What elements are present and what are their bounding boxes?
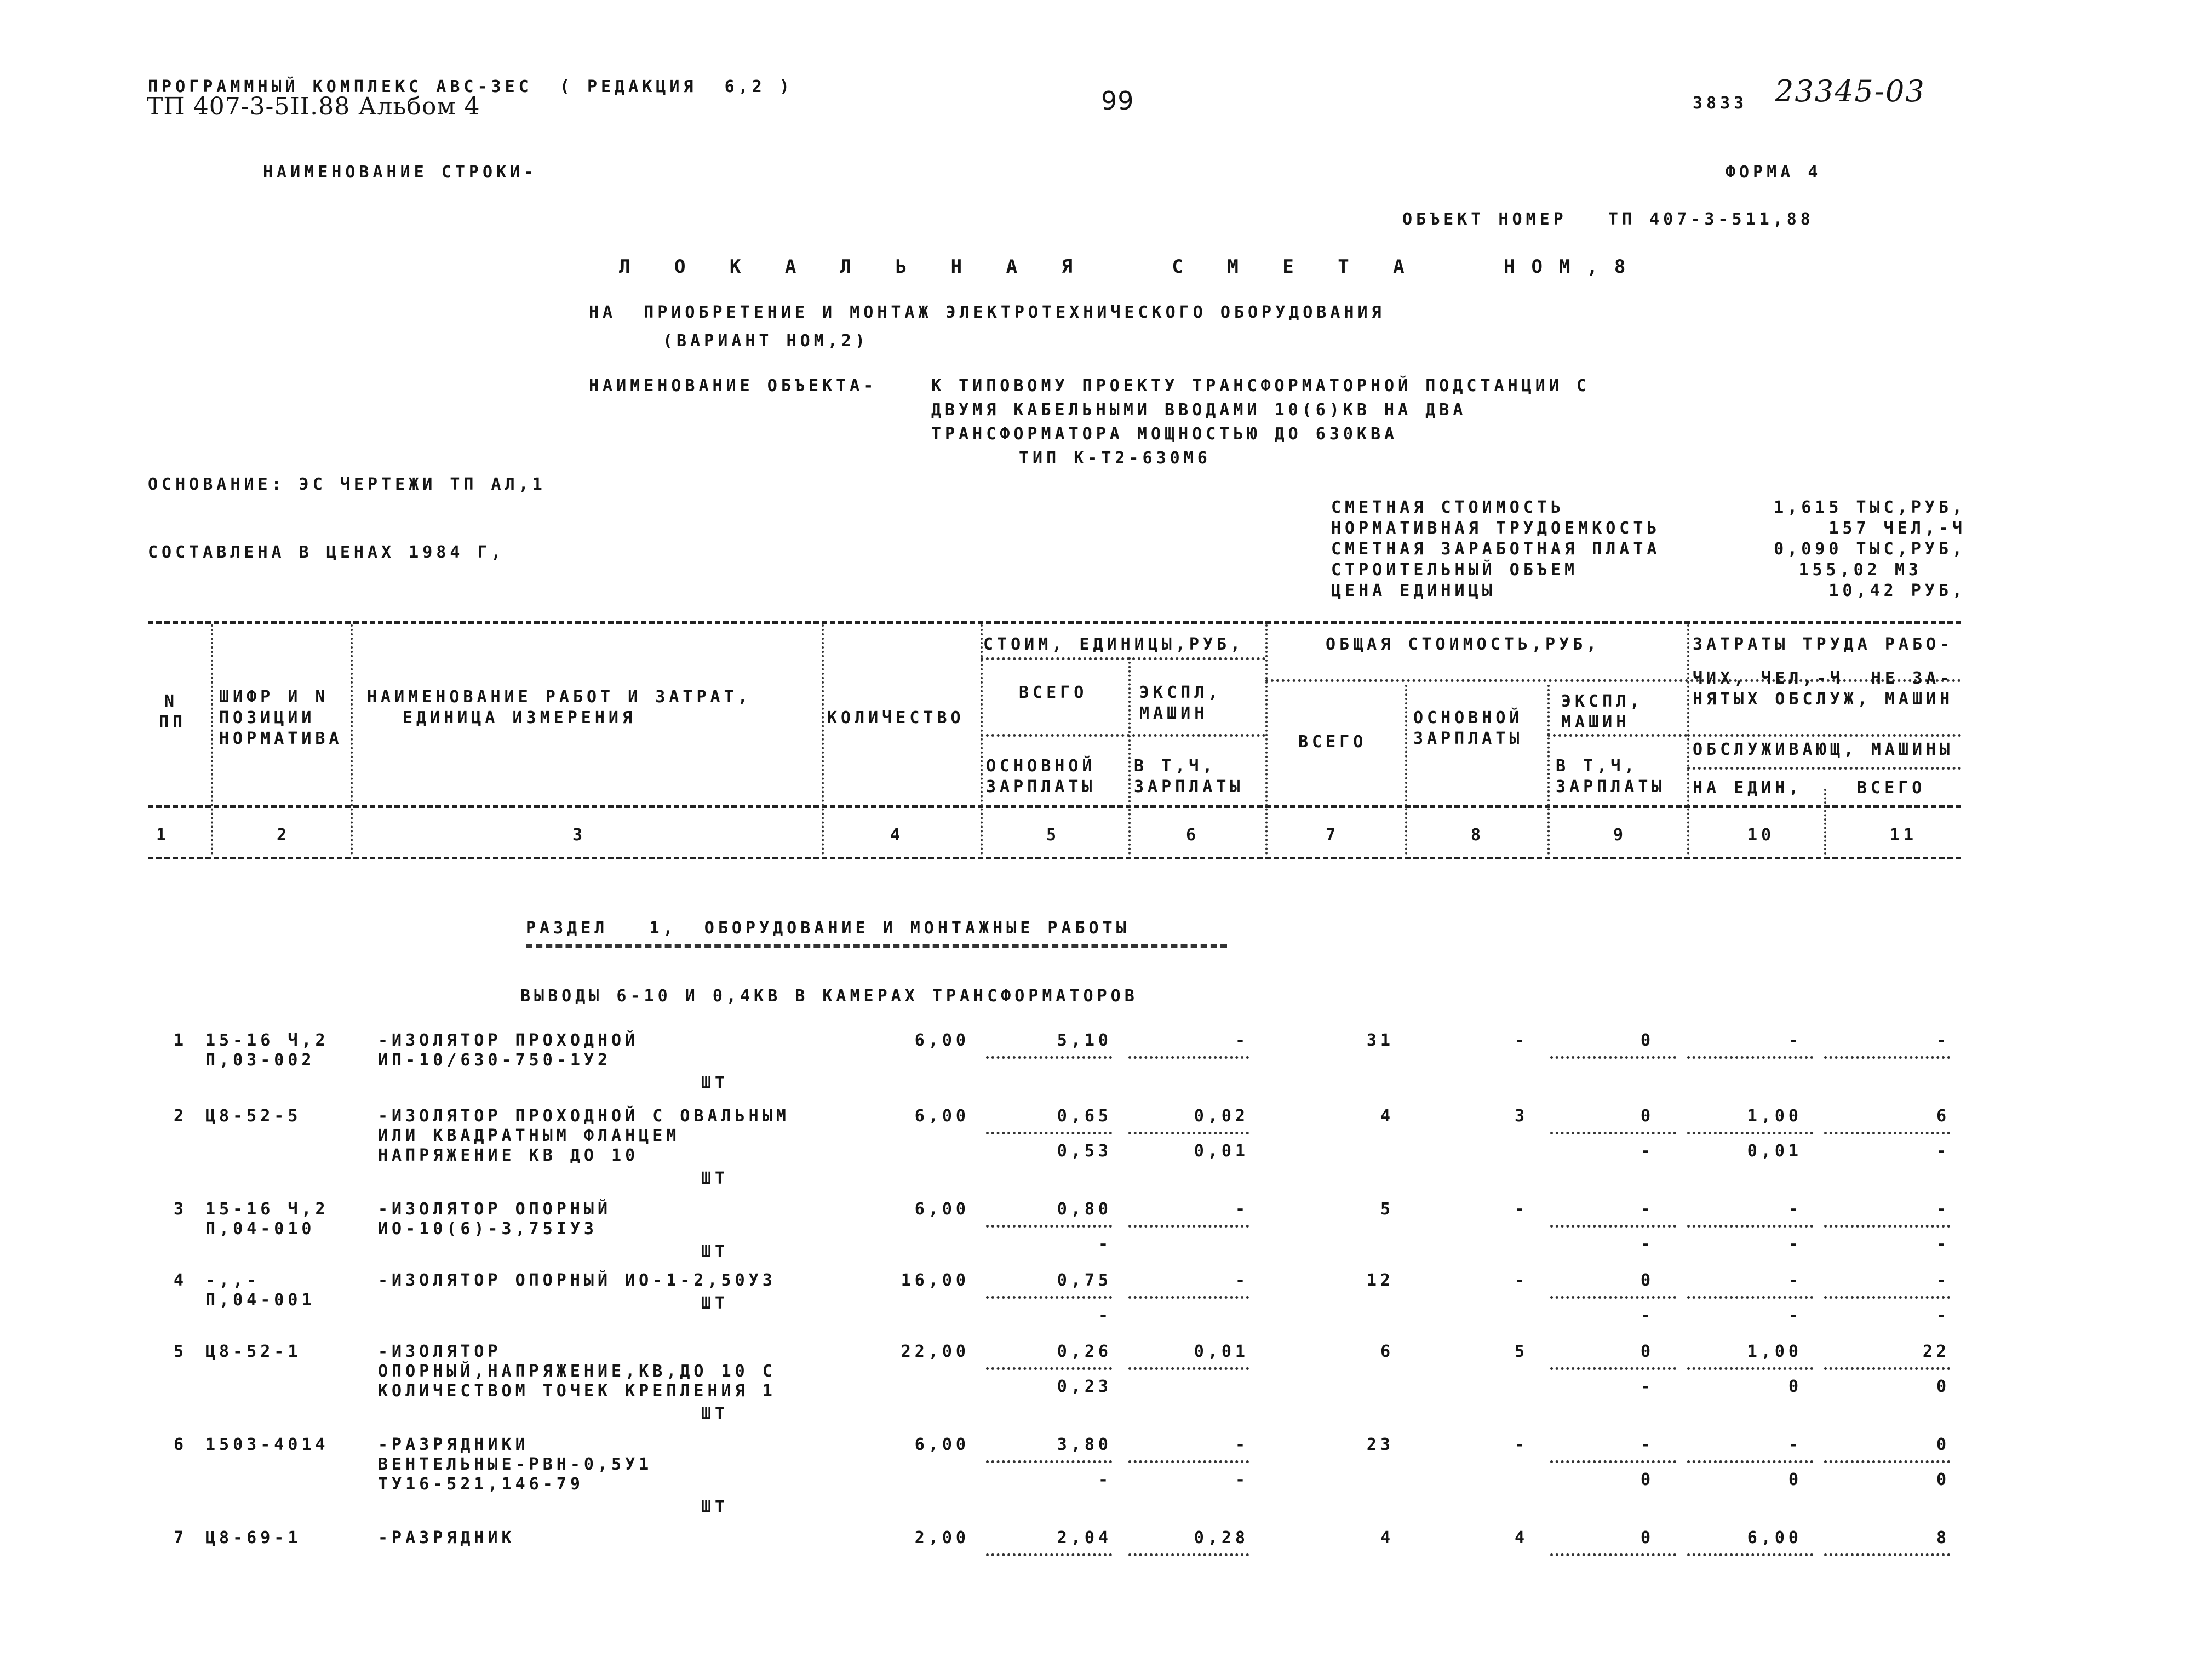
document-title: Л О К А Л Ь Н А Я С М Е Т А НОМ,8 [619,256,1642,278]
row-code: Ц8-52-5 [205,1106,302,1126]
cell-rule [1687,1553,1813,1556]
column-number: 8 [1471,825,1485,845]
total-incl-head: В Т,Ч, [1556,756,1638,776]
row-name: ТУ16-521,146-79 [378,1475,584,1494]
object-label: НАИМЕНОВАНИЕ ОБЪЕКТА- [589,376,878,395]
row-name: -ИЗОЛЯТОР ОПОРНЫЙ [378,1200,612,1219]
cell-rule [1550,1296,1676,1299]
row-unit-machine: - [1235,1435,1249,1454]
col3-head: НАИМЕНОВАНИЕ РАБОТ И ЗАТРАТ, [367,687,752,707]
program-line: ПРОГРАММНЫЙ КОМПЛЕКС АВС-3ЕС ( РЕДАКЦИЯ 6,2 ) [148,77,793,96]
row-quantity: 16,00 [901,1271,970,1290]
header-subrule [1687,767,1961,770]
labor-head: ЗАТРАТЫ ТРУДА РАБО- [1693,635,1954,654]
row-total-incl-wage: - [1640,1235,1654,1254]
cell-rule [1687,1367,1813,1370]
cell-rule [1550,1056,1676,1059]
cell-rule [1687,1225,1813,1228]
cell-rule [986,1132,1112,1134]
cell-rule [1550,1225,1676,1228]
labor-head: ОБСЛУЖИВАЮЩ, МАШИНЫ [1693,740,1954,759]
row-name: -РАЗРЯДНИКИ [378,1435,529,1454]
summary-label: СТРОИТЕЛЬНЫЙ ОБЪЕМ [1331,560,1579,580]
cell-rule [1128,1296,1249,1299]
column-divider [351,624,353,855]
row-unit-total: 3,80 [1057,1435,1112,1454]
row-total-machine: 0 [1640,1528,1654,1547]
row-total: 4 [1380,1106,1394,1126]
row-total: 31 [1366,1031,1394,1050]
row-labor-total: - [1936,1200,1950,1219]
row-number: 1 [173,1031,187,1050]
cell-rule [986,1296,1112,1299]
total-machine-head: ЭКСПЛ, [1561,692,1644,711]
row-labor-unit: 1,00 [1747,1106,1802,1126]
row-total: 23 [1366,1435,1394,1454]
row-unit-machine: - [1235,1031,1249,1050]
row-code: П,04-001 [205,1291,316,1310]
column-number: 11 [1890,825,1918,845]
row-total: 12 [1366,1271,1394,1290]
row-unit-incl-wage: - [1235,1470,1249,1489]
row-total-wage: - [1514,1435,1528,1454]
row-unit-machine: 0,01 [1194,1342,1249,1361]
col4-head: КОЛИЧЕСТВО [827,708,965,727]
row-total-wage: 4 [1514,1528,1528,1547]
cell-rule [1128,1460,1249,1463]
unit-incl-head: В Т,Ч, [1134,756,1217,776]
row-quantity: 6,00 [914,1031,970,1050]
title-line1: НА ПРИОБРЕТЕНИЕ И МОНТАЖ ЭЛЕКТРОТЕХНИЧЕСКОГО ОБОРУДОВАНИЯ [589,303,1385,322]
column-divider [822,624,824,855]
total-wage-head: ЗАРПЛАТЫ [1413,729,1523,748]
summary-value: 157 ЧЕЛ,-Ч [1828,519,1966,538]
row-code: 15-16 Ч,2 [205,1200,329,1219]
row-name: ИП-10/630-750-1У2 [378,1051,612,1070]
row-quantity: 22,00 [901,1342,970,1361]
summary-label: СМЕТНАЯ ЗАРАБОТНАЯ ПЛАТА [1331,540,1661,559]
row-name: НАПРЯЖЕНИЕ КВ ДО 10 [378,1146,639,1165]
total-all-head: ВСЕГО [1298,732,1367,752]
unit-incl-head: ЗАРПЛАТЫ [1134,777,1244,796]
col3-head: ЕДИНИЦА ИЗМЕРЕНИЯ [403,708,637,727]
row-code: Ц8-69-1 [205,1528,302,1547]
total-incl-head: ЗАРПЛАТЫ [1556,777,1666,796]
unit-machine-head: МАШИН [1139,704,1208,723]
header-subrule [1687,734,1961,737]
unit-wage-head: ЗАРПЛАТЫ [986,777,1096,796]
cell-rule [1128,1056,1249,1059]
unit-wage-head: ОСНОВНОЙ [986,756,1096,776]
row-unit-incl-wage: 0,01 [1194,1142,1249,1161]
row-number: 4 [173,1271,187,1290]
row-unit: ШТ [701,1074,729,1093]
row-unit-total: 5,10 [1057,1031,1112,1050]
col2-head: ПОЗИЦИИ [219,708,316,727]
row-total-machine: - [1640,1435,1654,1454]
row-name: -РАЗРЯДНИК [378,1528,515,1547]
cell-rule [1824,1056,1950,1059]
row-total-wage: - [1514,1271,1528,1290]
object-number: ОБЪЕКТ НОМЕР ТП 407-3-511,88 [1402,210,1814,229]
row-code: Ц8-52-1 [205,1342,302,1361]
row-unit: ШТ [701,1404,729,1424]
row-unit-total: 0,26 [1057,1342,1112,1361]
column-divider [1405,685,1407,855]
row-total-machine: - [1640,1200,1654,1219]
row-number: 3 [173,1200,187,1219]
labor-total-head: ВСЕГО [1857,778,1926,798]
row-name: -ИЗОЛЯТОР ПРОХОДНОЙ С ОВАЛЬНЫМ [378,1106,790,1126]
row-total: 5 [1380,1200,1394,1219]
total-wage-head: ОСНОВНОЙ [1413,708,1523,727]
row-total-wage: 3 [1514,1106,1528,1126]
row-labor-total: 6 [1936,1106,1950,1126]
labor-unit-head: НА ЕДИН, [1693,778,1803,798]
row-unit: ШТ [701,1242,729,1262]
row-labor-unit: - [1788,1200,1802,1219]
labor-head: НЯТЫХ ОБСЛУЖ, МАШИН [1693,690,1954,709]
header-rule [148,621,1961,624]
row-total-incl-wage: - [1640,1377,1654,1396]
cell-rule [1824,1225,1950,1228]
unit-total-head: ВСЕГО [1019,683,1088,702]
row-labor-unit-b: - [1788,1306,1802,1325]
column-number: 5 [1046,825,1060,845]
column-number: 7 [1326,825,1340,845]
object-line-1: К ТИПОВОМУ ПРОЕКТУ ТРАНСФОРМАТОРНОЙ ПОДСТАНЦИИ С [931,376,1590,395]
row-unit-wage: - [1098,1470,1112,1489]
cell-rule [986,1056,1112,1059]
column-divider [1547,685,1550,855]
album-line: ТП 407-3-5II.88 Альбом 4 [147,93,480,121]
row-total-wage: - [1514,1031,1528,1050]
cell-rule [1128,1132,1249,1134]
row-unit-wage: 0,23 [1057,1377,1112,1396]
row-number: 7 [173,1528,187,1547]
row-unit-total: 2,04 [1057,1528,1112,1547]
row-name: -ИЗОЛЯТОР ПРОХОДНОЙ [378,1031,639,1050]
row-total-wage: - [1514,1200,1528,1219]
row-labor-unit: - [1788,1031,1802,1050]
row-total: 6 [1380,1342,1394,1361]
code-stamp: 23345-03 [1775,74,1925,108]
cell-rule [1550,1367,1676,1370]
unit-cost-head: СТОИМ, ЕДИНИЦЫ,РУБ, [983,635,1245,654]
row-quantity: 6,00 [914,1106,970,1126]
row-total-machine: 0 [1640,1031,1654,1050]
code-prefix: 3833 [1693,94,1748,113]
row-labor-total: - [1936,1031,1950,1050]
row-code: П,03-002 [205,1051,316,1070]
column-divider [1265,624,1268,855]
row-unit-total: 0,75 [1057,1271,1112,1290]
row-labor-unit: 6,00 [1747,1528,1802,1547]
col1-head: N [164,692,179,711]
row-unit-machine: - [1235,1200,1249,1219]
row-total-incl-wage: - [1640,1142,1654,1161]
row-name: ИО-10(6)-3,75IУ3 [378,1219,598,1239]
cell-rule [1128,1367,1249,1370]
row-name: -ИЗОЛЯТОР [378,1342,502,1361]
col1-head: ПП [159,713,187,732]
cell-rule [1550,1460,1676,1463]
row-total: 4 [1380,1528,1394,1547]
row-name: ВЕНТЕЛЬНЫЕ-РВН-0,5У1 [378,1455,653,1474]
column-number: 2 [277,825,291,845]
summary-value: 1,615 ТЫС,РУБ, [1774,498,1966,517]
row-number: 6 [173,1435,187,1454]
total-machine-head: МАШИН [1561,713,1630,732]
row-unit-machine: 0,02 [1194,1106,1249,1126]
row-name: ОПОРНЫЙ,НАПРЯЖЕНИЕ,КВ,ДО 10 С [378,1362,776,1381]
form-label: ФОРМА 4 [1726,163,1822,182]
row-quantity: 6,00 [914,1435,970,1454]
row-total-machine: 0 [1640,1106,1654,1126]
row-labor-unit-b: - [1788,1235,1802,1254]
cell-rule [1687,1132,1813,1134]
row-code: 15-16 Ч,2 [205,1031,329,1050]
row-total-incl-wage: 0 [1640,1470,1654,1489]
header-rule [148,857,1961,859]
row-code: 1503-4014 [205,1435,329,1454]
row-labor-unit: 1,00 [1747,1342,1802,1361]
cell-rule [1824,1132,1950,1134]
row-name: -ИЗОЛЯТОР ОПОРНЫЙ ИО-1-2,50У3 [378,1271,776,1290]
column-divider [1687,624,1689,855]
row-unit-total: 0,80 [1057,1200,1112,1219]
header-subrule [981,657,1265,660]
column-number: 10 [1747,825,1775,845]
row-code: -,,- [205,1271,261,1290]
row-labor-total: 8 [1936,1528,1950,1547]
row-labor-total: 0 [1936,1435,1950,1454]
row-labor-total: - [1936,1271,1950,1290]
row-total-machine: 0 [1640,1342,1654,1361]
column-number: 6 [1186,825,1200,845]
row-code: П,04-010 [205,1219,316,1239]
column-divider [1128,657,1131,855]
cell-rule [1128,1553,1249,1556]
row-labor-unit: - [1788,1271,1802,1290]
header-subrule [981,734,1265,737]
row-unit-wage: - [1098,1306,1112,1325]
cell-rule [986,1460,1112,1463]
column-number: 1 [156,825,170,845]
section-subtitle: ВЫВОДЫ 6-10 И 0,4КВ В КАМЕРАХ ТРАНСФОРМАТОРОВ [520,987,1138,1006]
column-number: 4 [890,825,904,845]
cell-rule [1824,1296,1950,1299]
cell-rule [1687,1460,1813,1463]
column-divider [211,624,213,855]
row-quantity: 6,00 [914,1200,970,1219]
summary-label: СМЕТНАЯ СТОИМОСТЬ [1331,498,1565,517]
unit-machine-head: ЭКСПЛ, [1139,683,1222,702]
total-cost-head: ОБЩАЯ СТОИМОСТЬ,РУБ, [1326,635,1601,654]
object-line-2: ДВУМЯ КАБЕЛЬНЫМИ ВВОДАМИ 10(6)КВ НА ДВА [931,400,1467,420]
header-subrule [1547,734,1687,737]
column-divider [1824,789,1826,855]
basis-line: ОСНОВАНИЕ: ЭС ЧЕРТЕЖИ ТП АЛ,1 [148,475,546,494]
row-labor-total-b: - [1936,1306,1950,1325]
page-number: 99 [1101,86,1134,116]
row-name-label: НАИМЕНОВАНИЕ СТРОКИ- [263,163,538,182]
row-quantity: 2,00 [914,1528,970,1547]
cell-rule [986,1225,1112,1228]
cell-rule [986,1367,1112,1370]
row-unit-machine: 0,28 [1194,1528,1249,1547]
row-unit-wage: 0,53 [1057,1142,1112,1161]
row-total-incl-wage: - [1640,1306,1654,1325]
section-title: РАЗДЕЛ 1, ОБОРУДОВАНИЕ И МОНТАЖНЫЕ РАБОТЫ [526,919,1130,938]
object-line-4: ТИП К-Т2-630М6 [1019,449,1211,468]
row-name: КОЛИЧЕСТВОМ ТОЧЕК КРЕПЛЕНИЯ 1 [378,1381,776,1401]
cell-rule [1128,1225,1249,1228]
row-number: 5 [173,1342,187,1361]
row-labor-total-b: 0 [1936,1377,1950,1396]
column-number: 3 [572,825,587,845]
row-labor-total-b: - [1936,1142,1950,1161]
summary-label: НОРМАТИВНАЯ ТРУДОЕМКОСТЬ [1331,519,1661,538]
row-unit: ШТ [701,1294,729,1313]
row-total-machine: 0 [1640,1271,1654,1290]
row-labor-unit-b: 0 [1788,1470,1802,1489]
title-line2: (ВАРИАНТ НОМ,2) [663,331,869,351]
cell-rule [1824,1460,1950,1463]
row-unit-total: 0,65 [1057,1106,1112,1126]
row-labor-total-b: - [1936,1235,1950,1254]
cell-rule [1824,1367,1950,1370]
row-total-wage: 5 [1514,1342,1528,1361]
row-labor-unit: - [1788,1435,1802,1454]
row-unit: ШТ [701,1169,729,1188]
object-line-3: ТРАНСФОРМАТОРА МОЩНОСТЬЮ ДО 630КВА [931,425,1398,444]
col2-head: ШИФР И N [219,687,329,707]
cell-rule [986,1553,1112,1556]
cell-rule [1687,1296,1813,1299]
column-number: 9 [1613,825,1627,845]
col2-head: НОРМАТИВА [219,729,343,748]
row-labor-unit-b: 0,01 [1747,1142,1802,1161]
row-unit-machine: - [1235,1271,1249,1290]
section-underline [526,944,1227,948]
row-unit-wage: - [1098,1235,1112,1254]
summary-value: 0,090 ТЫС,РУБ, [1774,540,1966,559]
row-labor-total: 22 [1922,1342,1950,1361]
row-labor-unit-b: 0 [1788,1377,1802,1396]
row-number: 2 [173,1106,187,1126]
cell-rule [1824,1553,1950,1556]
labor-head: ЧИХ, ЧЕЛ,-Ч НЕ ЗА- [1693,669,1954,688]
summary-label: ЦЕНА ЕДИНИЦЫ [1331,581,1496,600]
cell-rule [1550,1132,1676,1134]
cell-rule [1687,1056,1813,1059]
row-name: ИЛИ КВАДРАТНЫМ ФЛАНЦЕМ [378,1126,680,1145]
compiled-line: СОСТАВЛЕНА В ЦЕНАХ 1984 Г, [148,543,505,562]
row-unit: ШТ [701,1498,729,1517]
row-labor-total-b: 0 [1936,1470,1950,1489]
summary-value: 10,42 РУБ, [1828,581,1966,600]
cell-rule [1550,1553,1676,1556]
summary-value: 155,02 М3 [1798,560,1922,580]
